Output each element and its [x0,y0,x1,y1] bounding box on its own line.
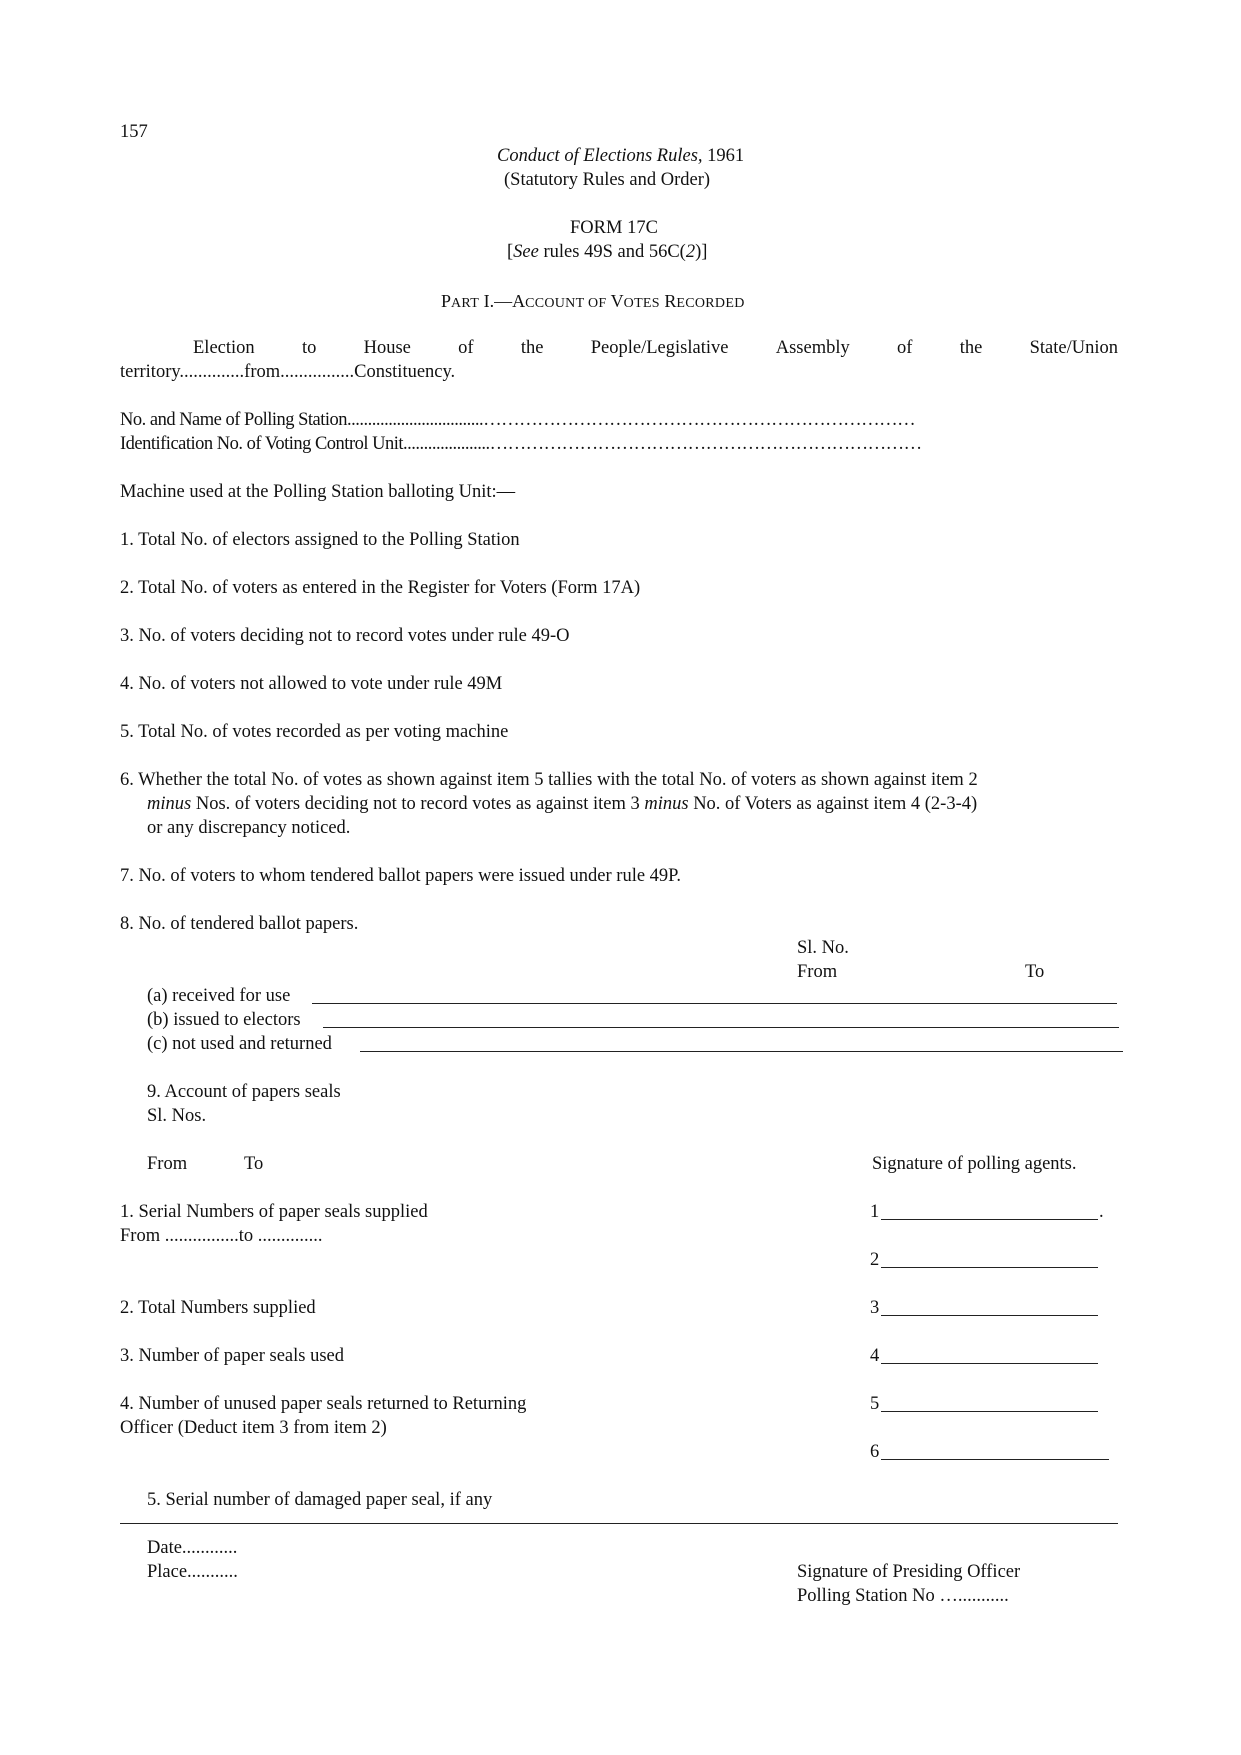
received-line [312,1003,1117,1004]
agent-4-line [881,1363,1098,1364]
from-heading: From [797,962,838,982]
rules-title [497,144,744,168]
date-field: Date............ [147,1538,238,1558]
part-heading [441,290,745,314]
footer-divider [120,1523,1118,1524]
see-rules [507,240,707,264]
part-mid3: R [659,291,677,311]
agent-3-line [881,1315,1098,1316]
item-6-text: No. of Voters as against item 4 (2-3-4) [688,794,978,814]
item-6-line2 [147,792,977,816]
part-mid1: I.—A [479,291,526,311]
polling-station-field: No. and Name of Polling Station.................................……………………………………………………………… [120,410,916,430]
intro-word: Assembly [775,338,850,358]
intro-line2: territory..............from................Constituency. [120,362,456,382]
row-issued: (b) issued to electors [147,1010,301,1030]
intro-line1 [193,336,1118,360]
place-field: Place........... [147,1562,238,1582]
agent-2-num: 2 [870,1250,880,1270]
page-number: 157 [120,122,148,142]
item-8: 8. No. of tendered ballot papers. [120,914,359,934]
seals-to: To [244,1154,264,1174]
seal-item-1-range: From ................to .............. [120,1226,323,1246]
agent-3-num: 3 [870,1298,880,1318]
see-prefix: [ [507,242,514,262]
row-received: (a) received for use [147,986,291,1006]
seal-item-4-line1: 4. Number of unused paper seals returned to Returning [120,1394,527,1414]
seal-item-3: 3. Number of paper seals used [120,1346,344,1366]
seal-item-4-line2: Officer (Deduct item 3 from item 2) [120,1418,387,1438]
item-5: 5. Total No. of votes recorded as per voting machine [120,722,509,742]
intro-word: House [363,338,411,358]
agent-1-dot: . [1099,1202,1104,1222]
part-mid2: V [606,291,624,311]
part-rest2: CCOUNT OF [525,296,607,311]
item-3: 3. No. of voters deciding not to record votes under rule 49-O [120,626,570,646]
agents-heading: Signature of polling agents. [872,1154,1077,1174]
intro-word: State/Union [1029,338,1118,358]
see-suffix: )] [695,242,708,262]
item-7: 7. No. of voters to whom tendered ballot papers were issued under rule 49P. [120,866,682,886]
intro-word: the [520,338,544,358]
seal-item-1: 1. Serial Numbers of paper seals supplied [120,1202,428,1222]
intro-word: of [458,338,474,358]
presiding-officer-signature: Signature of Presiding Officer [797,1562,1021,1582]
form-name: FORM 17C [570,218,658,238]
intro-word: of [897,338,913,358]
seals-heading: 9. Account of papers seals [147,1082,341,1102]
seal-item-2: 2. Total Numbers supplied [120,1298,316,1318]
item-1: 1. Total No. of electors assigned to the Polling Station [120,530,520,550]
agent-1-num: 1 [870,1202,880,1222]
rules-title-year: 1961 [702,146,745,166]
see-italic: See [513,242,539,262]
issued-line [323,1027,1119,1028]
agent-2-line [881,1267,1098,1268]
machine-label: Machine used at the Polling Station balloting Unit:— [120,482,516,502]
returned-line [360,1051,1123,1052]
intro-word: Election [193,338,255,358]
agent-5-num: 5 [870,1394,880,1414]
item-6-line3: or any discrepancy noticed. [147,818,351,838]
to-heading: To [1025,962,1045,982]
seal-item-5: 5. Serial number of damaged paper seal, if any [147,1490,493,1510]
part-rest4: ECORDED [676,296,745,311]
row-returned: (c) not used and returned [147,1034,332,1054]
minus-word: minus [147,794,192,814]
agent-6-line [881,1459,1109,1460]
item-2: 2. Total No. of voters as entered in the Register for Voters (Form 17A) [120,578,641,598]
intro-word: the [959,338,983,358]
agent-4-num: 4 [870,1346,880,1366]
item-6-line1: 6. Whether the total No. of votes as shown against item 5 tallies with the total No. of voters as shown against item 2 [120,770,978,790]
minus-word: minus [644,794,689,814]
agent-1-line [881,1219,1098,1220]
item-4: 4. No. of voters not allowed to vote under rule 49M [120,674,503,694]
agent-5-line [881,1411,1098,1412]
polling-station-no: Polling Station No …........... [797,1586,1009,1606]
item-6-text: Nos. of voters deciding not to record votes as against item 3 [191,794,645,814]
agent-6-num: 6 [870,1442,880,1462]
rules-title-italic: Conduct of Elections Rules, [497,146,703,166]
sl-no-heading: Sl. No. [797,938,849,958]
rules-subtitle: (Statutory Rules and Order) [504,170,711,190]
see-mid: rules 49S and 56C( [538,242,686,262]
intro-word: to [301,338,317,358]
intro-word: People/Legislative [590,338,729,358]
control-unit-field: Identification No. of Voting Control Unit.....................……………………………………………………………… [120,434,922,454]
seals-sl-nos: Sl. Nos. [147,1106,207,1126]
part-p: P [441,291,452,311]
part-rest3: OTES [623,296,660,311]
seals-from: From [147,1154,188,1174]
part-rest1: ART [451,296,480,311]
see-num: 2 [685,242,696,262]
